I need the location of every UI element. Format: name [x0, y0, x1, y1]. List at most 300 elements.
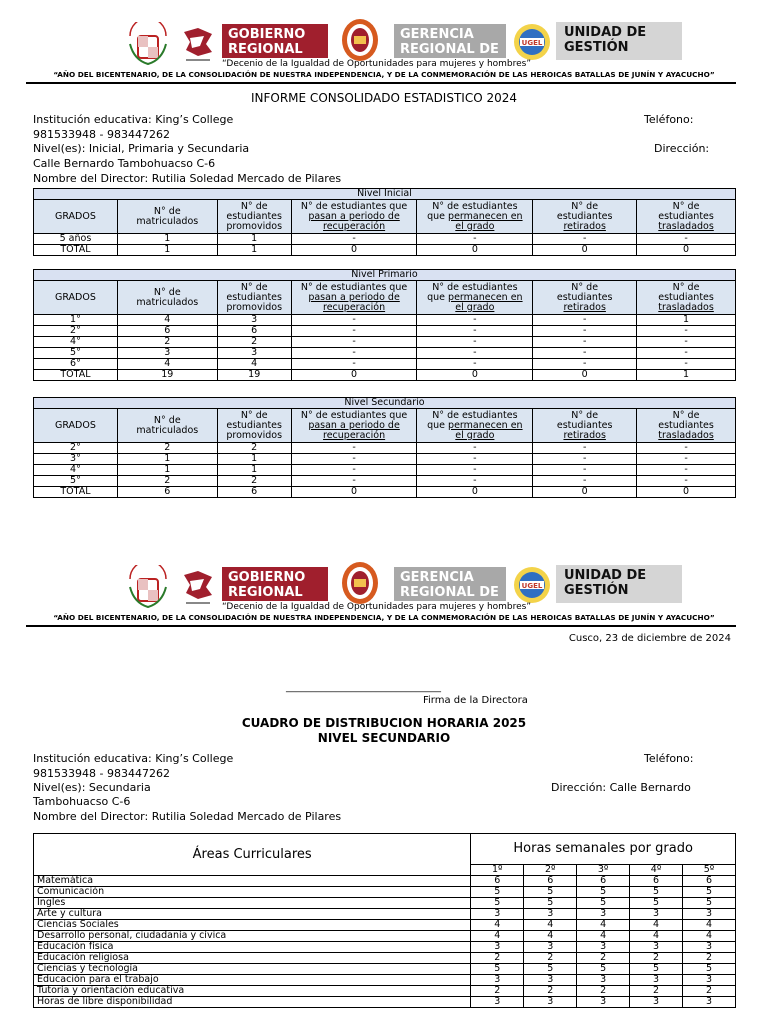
table-cell: 0 — [637, 487, 736, 498]
underlined-text: permanecen en — [448, 210, 523, 222]
table-cell: 0 — [417, 487, 533, 498]
table-cell: - — [637, 234, 736, 245]
header-line: estudiantes — [226, 419, 282, 431]
table-cell: 1 — [117, 465, 217, 476]
header-line: pasan a periodo de — [308, 210, 400, 222]
table-nivel-secundario — [33, 397, 736, 498]
table-row — [34, 465, 736, 476]
table-caption-row — [34, 398, 736, 409]
table-cell: - — [291, 465, 417, 476]
anio-text: “AÑO DEL BICENTENARIO, DE LA CONSOLIDACIÓN DE NUESTRA INDEPENDENCIA, Y DE LA CONMEMORACIÓN DE LAS HEROICAS BATALLAS DE JUNÍN Y AYACUCHO” — [53, 613, 715, 622]
table-cell: - — [637, 359, 736, 370]
decenio-text: “Decenio de la Igualdad de Oportunidades para mujeres y hombres” — [222, 59, 532, 69]
table-cell: 2° — [34, 326, 118, 337]
horas-cell: 6 — [683, 876, 736, 887]
horas-cell: 4 — [577, 920, 630, 931]
header-line: N° de estudiantes — [432, 281, 518, 293]
horas-cell: 3 — [630, 909, 683, 920]
horas-cell: 3 — [471, 909, 524, 920]
niveles-text-2: Nivel(es): Secundaria — [33, 781, 151, 794]
table-header-row — [34, 834, 736, 865]
header-retirados — [533, 200, 637, 234]
table-cell: 1 — [217, 454, 291, 465]
horas-cell: 3 — [524, 975, 577, 986]
horas-cell: 5 — [683, 964, 736, 975]
horas-cell: 5 — [630, 898, 683, 909]
header-line: pasan a periodo de — [308, 291, 400, 303]
table-caption: Nivel Primario — [34, 270, 736, 281]
horas-cell: 5 — [630, 964, 683, 975]
table-caption: Nivel Inicial — [34, 189, 736, 200]
header-grados: GRADOS — [34, 200, 118, 234]
table-cell: 0 — [533, 245, 637, 256]
ugel-text: UGEL — [521, 39, 543, 47]
horas-cell: 3 — [630, 975, 683, 986]
header-line: promovidos — [226, 220, 283, 232]
table-cell: - — [417, 326, 533, 337]
header-line: que permanecen en — [427, 419, 523, 431]
header-line: pasan a periodo de — [308, 419, 400, 431]
horas-cell: 3 — [683, 997, 736, 1008]
header-line: N° de estudiantes — [432, 200, 518, 212]
table-cell: 2 — [117, 443, 217, 454]
header-line: trasladados — [658, 301, 714, 313]
header-line: estudiantes — [658, 291, 714, 303]
header-line: N° de — [240, 409, 268, 421]
table-cell: 0 — [417, 370, 533, 381]
table-cell: 0 — [291, 245, 417, 256]
table-row — [34, 476, 736, 487]
table-cell: 1 — [117, 234, 217, 245]
table-cell: - — [291, 348, 417, 359]
horas-cell: 6 — [630, 876, 683, 887]
table-caption-row — [34, 189, 736, 200]
decenio-text: “Decenio de la Igualdad de Oportunidades para mujeres y hombres” — [222, 602, 532, 612]
header-permanecen — [417, 409, 533, 443]
table-cell: 2 — [217, 337, 291, 348]
table-row — [34, 986, 736, 997]
horas-cell: 3 — [471, 997, 524, 1008]
area-name: Ingles — [34, 898, 471, 909]
table-cell: 2 — [117, 476, 217, 487]
table-nivel-secundario-wrap — [33, 397, 736, 498]
header-permanecen — [417, 200, 533, 234]
table-cell: 1 — [217, 245, 291, 256]
table-nivel-inicial-wrap — [33, 188, 736, 256]
horas-cell: 5 — [577, 887, 630, 898]
header-line: el grado — [455, 429, 495, 441]
table-nivel-primario — [33, 269, 736, 381]
informe-title: INFORME CONSOLIDADO ESTADISTICO 2024 — [250, 91, 518, 105]
table-cell: 1 — [217, 234, 291, 245]
table-cell: TOTAL — [34, 245, 118, 256]
horas-cell: 3 — [524, 997, 577, 1008]
header-line: estudiantes — [556, 210, 613, 222]
direccion-label: Dirección: — [654, 142, 710, 155]
table-cell: 3 — [217, 348, 291, 359]
area-name: Horas de libre disponibilidad — [34, 997, 471, 1008]
header-grado: 2º — [524, 865, 577, 876]
table-cell: - — [417, 465, 533, 476]
horas-cell: 3 — [524, 909, 577, 920]
horas-cell: 3 — [630, 942, 683, 953]
table-header-row — [34, 200, 736, 234]
table-caption-row — [34, 270, 736, 281]
horas-cell: 2 — [683, 986, 736, 997]
horario-title — [0, 716, 768, 746]
table-cell: 4 — [217, 359, 291, 370]
horas-cell: 2 — [524, 986, 577, 997]
telefono-value: 981533948 - 983447262 — [33, 128, 170, 141]
table-row — [34, 942, 736, 953]
horas-cell: 2 — [577, 953, 630, 964]
horas-cell: 2 — [630, 953, 683, 964]
header-line: N° de — [571, 200, 599, 212]
table-cell: 2 — [217, 476, 291, 487]
header-recuperacion — [291, 200, 417, 234]
horas-cell: 3 — [683, 975, 736, 986]
table-cell: 4° — [34, 465, 118, 476]
table-cell: - — [291, 234, 417, 245]
table-row — [34, 326, 736, 337]
horas-cell: 5 — [524, 887, 577, 898]
horas-cell: 6 — [524, 876, 577, 887]
table-cell: 1 — [637, 315, 736, 326]
table-row — [34, 370, 736, 381]
unidad-gestion-box: UNIDAD DE GESTIÓN — [556, 565, 682, 603]
table-cell: - — [533, 337, 637, 348]
ugel-logo-icon — [512, 22, 552, 62]
ugel-text: UGEL — [521, 582, 543, 590]
telefono-label-2: Teléfono: — [644, 752, 694, 765]
institucion-text: Institución educativa: King’s College — [33, 113, 234, 126]
horas-cell: 5 — [683, 887, 736, 898]
table-cell: 6 — [217, 487, 291, 498]
institucion-text-2: Institución educativa: King’s College — [33, 752, 234, 765]
table-header-row — [34, 281, 736, 315]
table-row — [34, 245, 736, 256]
table-cell: - — [417, 337, 533, 348]
header-line: N° de estudiantes que — [300, 281, 408, 293]
header-line: retirados — [563, 429, 606, 441]
area-name: Arte y cultura — [34, 909, 471, 920]
horas-cell: 2 — [630, 986, 683, 997]
header-line: el grado — [455, 220, 495, 232]
area-name: Desarrollo personal, ciudadanía y cívica — [34, 931, 471, 942]
header-promovidos — [217, 409, 291, 443]
horas-cell: 6 — [471, 876, 524, 887]
table-row — [34, 337, 736, 348]
table-cell: - — [417, 315, 533, 326]
table-cell: 5 años — [34, 234, 118, 245]
table-cell: - — [637, 465, 736, 476]
header-line: estudiantes — [226, 291, 282, 303]
horas-cell: 2 — [577, 986, 630, 997]
anio-text: “AÑO DEL BICENTENARIO, DE LA CONSOLIDACIÓN DE NUESTRA INDEPENDENCIA, Y DE LA CONMEMORACIÓN DE LAS HEROICAS BATALLAS DE JUNÍN Y AYACUCHO” — [53, 70, 715, 79]
table-cell: 0 — [291, 370, 417, 381]
table-cell: TOTAL — [34, 370, 118, 381]
direccion-value: Calle Bernardo Tambohuacso C-6 — [33, 157, 216, 170]
table-row — [34, 975, 736, 986]
horas-cell: 4 — [630, 920, 683, 931]
horas-cell: 3 — [683, 909, 736, 920]
direccion-cont-2: Tambohuacso C-6 — [33, 795, 131, 808]
header-promovidos — [217, 200, 291, 234]
table-cell: 4 — [117, 315, 217, 326]
table-cell: 1 — [637, 370, 736, 381]
cusco-emblem-icon — [180, 26, 216, 66]
header-grado: 3º — [577, 865, 630, 876]
horas-cell: 4 — [630, 931, 683, 942]
horas-cell: 2 — [524, 953, 577, 964]
table-cell: 0 — [533, 487, 637, 498]
gobierno-regional-box: GOBIERNO REGIONAL — [222, 24, 328, 58]
table-row — [34, 234, 736, 245]
table-cell: 19 — [217, 370, 291, 381]
header-line: N° de — [571, 409, 599, 421]
header-line: N° de — [571, 281, 599, 293]
horas-cell: 5 — [524, 964, 577, 975]
header-line: estudiantes — [226, 210, 282, 222]
niveles-text: Nivel(es): Inicial, Primaria y Secundaria — [33, 142, 250, 155]
header-line: trasladados — [658, 220, 714, 232]
header-grados: GRADOS — [34, 409, 118, 443]
horas-cell: 2 — [471, 986, 524, 997]
horario-title-line1: CUADRO DE DISTRIBUCION HORARIA 2025 — [241, 716, 527, 730]
unidad-gestion-box: UNIDAD DE GESTIÓN — [556, 22, 682, 60]
table-row — [34, 443, 736, 454]
header-line: N° de — [672, 409, 700, 421]
table-cell: - — [637, 476, 736, 487]
header-line: N° de — [153, 286, 181, 298]
table-cell: - — [291, 476, 417, 487]
header-line: matriculados — [136, 215, 199, 227]
header-line: N° de estudiantes — [432, 409, 518, 421]
header-line: que permanecen en — [427, 210, 523, 222]
horas-cell: 5 — [577, 964, 630, 975]
header-line: N° de — [240, 281, 268, 293]
table-cell: - — [637, 326, 736, 337]
header-line: matriculados — [136, 424, 199, 436]
table-row — [34, 876, 736, 887]
table-cell: - — [291, 315, 417, 326]
table-cell: - — [533, 234, 637, 245]
table-row — [34, 348, 736, 359]
header-grado: 1º — [471, 865, 524, 876]
horas-cell: 4 — [471, 931, 524, 942]
table-row — [34, 920, 736, 931]
table-cell: 4 — [117, 359, 217, 370]
header-line: N° de estudiantes que — [300, 409, 408, 421]
telefono-label: Teléfono: — [644, 113, 694, 126]
horas-cell: 3 — [577, 942, 630, 953]
table-cell: - — [533, 326, 637, 337]
header-line: retirados — [563, 220, 606, 232]
horas-cell: 3 — [577, 975, 630, 986]
table-cell: 6° — [34, 359, 118, 370]
header-retirados — [533, 281, 637, 315]
underlined-text: permanecen en — [448, 419, 523, 431]
header-matriculados — [117, 200, 217, 234]
table-cell: - — [417, 234, 533, 245]
horas-cell: 5 — [577, 898, 630, 909]
header-promovidos — [217, 281, 291, 315]
table-row — [34, 359, 736, 370]
table-cell: - — [533, 348, 637, 359]
header-line: promovidos — [226, 301, 283, 313]
header-line: N° de — [153, 205, 181, 217]
horas-cell: 6 — [577, 876, 630, 887]
horas-cell: 3 — [471, 975, 524, 986]
header-line: promovidos — [226, 429, 283, 441]
horas-cell: 4 — [471, 920, 524, 931]
firma-label: Firma de la Directora — [423, 695, 528, 706]
horas-cell: 5 — [524, 898, 577, 909]
table-cell: 5° — [34, 476, 118, 487]
table-cell: - — [291, 443, 417, 454]
table-row — [34, 909, 736, 920]
table-nivel-primario-wrap — [33, 269, 736, 381]
area-name: Educación física — [34, 942, 471, 953]
table-cell: 1 — [117, 245, 217, 256]
header-line: el grado — [455, 301, 495, 313]
table-cell: 6 — [217, 326, 291, 337]
table-cell: TOTAL — [34, 487, 118, 498]
header-trasladados — [637, 409, 736, 443]
table-cell: - — [637, 454, 736, 465]
table-cell: - — [291, 337, 417, 348]
area-name: Ciencias y tecnología — [34, 964, 471, 975]
horas-cell: 3 — [577, 997, 630, 1008]
table-cell: - — [417, 348, 533, 359]
table-row — [34, 997, 736, 1008]
table-row — [34, 487, 736, 498]
header-line: N° de — [672, 281, 700, 293]
table-cell: - — [533, 359, 637, 370]
header-line: retirados — [563, 301, 606, 313]
horas-cell: 3 — [577, 909, 630, 920]
horas-cell: 3 — [471, 942, 524, 953]
header-line: recuperación — [323, 429, 386, 441]
gerencia-regional-box: GERENCIA REGIONAL DE — [394, 24, 506, 58]
horas-cell: 5 — [471, 898, 524, 909]
regional-seal-icon — [340, 18, 380, 62]
horas-cell: 4 — [524, 931, 577, 942]
area-name: Educación religiosa — [34, 953, 471, 964]
horas-cell: 3 — [524, 942, 577, 953]
table-cell: 0 — [637, 245, 736, 256]
table-cell: - — [533, 443, 637, 454]
horas-cell: 5 — [471, 964, 524, 975]
header-line: estudiantes — [658, 210, 714, 222]
gerencia-regional-box: GERENCIA REGIONAL DE — [394, 567, 506, 601]
horas-cell: 4 — [524, 920, 577, 931]
horas-cell: 2 — [471, 953, 524, 964]
header-line: matriculados — [136, 296, 199, 308]
table-cell: - — [291, 454, 417, 465]
table-horario-wrap — [33, 833, 736, 1008]
table-row — [34, 931, 736, 942]
header-grados: GRADOS — [34, 281, 118, 315]
director-text: Nombre del Director: Rutilia Soledad Mercado de Pilares — [33, 172, 342, 185]
cusco-emblem-icon — [180, 569, 216, 609]
table-caption: Nivel Secundario — [34, 398, 736, 409]
table-row — [34, 964, 736, 975]
telefono-value-2: 981533948 - 983447262 — [33, 767, 170, 780]
table-cell: 2 — [217, 443, 291, 454]
table-cell: - — [533, 476, 637, 487]
table-cell: 0 — [417, 245, 533, 256]
horas-cell: 4 — [683, 931, 736, 942]
table-cell: 1 — [217, 465, 291, 476]
horas-cell: 5 — [683, 898, 736, 909]
header-rule — [26, 625, 736, 627]
header-recuperacion — [291, 409, 417, 443]
table-cell: 3° — [34, 454, 118, 465]
table-cell: 6 — [117, 487, 217, 498]
header-line: trasladados — [658, 429, 714, 441]
horas-cell: 2 — [683, 953, 736, 964]
table-cell: - — [533, 465, 637, 476]
horas-cell: 4 — [683, 920, 736, 931]
table-cell: 0 — [291, 487, 417, 498]
table-row — [34, 898, 736, 909]
header-grado: 4º — [630, 865, 683, 876]
table-cell: - — [417, 359, 533, 370]
table-row — [34, 953, 736, 964]
ugel-logo-icon — [512, 565, 552, 605]
table-cell: 2 — [117, 337, 217, 348]
horario-title-line2: NIVEL SECUNDARIO — [317, 731, 451, 745]
table-cell: 2° — [34, 443, 118, 454]
table-row — [34, 887, 736, 898]
letterhead — [0, 18, 768, 78]
table-cell: - — [417, 476, 533, 487]
regional-seal-icon — [340, 561, 380, 605]
header-line: N° de — [240, 200, 268, 212]
table-cell: - — [533, 454, 637, 465]
table-cell: 3 — [117, 348, 217, 359]
letterhead-2 — [0, 561, 768, 621]
table-cell: - — [291, 326, 417, 337]
header-recuperacion — [291, 281, 417, 315]
header-line: que permanecen en — [427, 291, 523, 303]
header-grado: 5º — [683, 865, 736, 876]
table-cell: 1° — [34, 315, 118, 326]
header-trasladados — [637, 200, 736, 234]
header-line: recuperación — [323, 301, 386, 313]
underlined-text: permanecen en — [448, 291, 523, 303]
table-cell: 5° — [34, 348, 118, 359]
firma-line: _______________________________ — [286, 682, 441, 693]
gobierno-regional-box: GOBIERNO REGIONAL — [222, 567, 328, 601]
table-horario — [33, 833, 736, 1008]
table-header-row — [34, 409, 736, 443]
table-cell: 6 — [117, 326, 217, 337]
horas-cell: 4 — [577, 931, 630, 942]
horas-cell: 5 — [471, 887, 524, 898]
area-name: Comunicación — [34, 887, 471, 898]
direccion-text-2: Dirección: Calle Bernardo — [551, 781, 691, 794]
header-line: N° de — [672, 200, 700, 212]
header-retirados — [533, 409, 637, 443]
table-cell: 3 — [217, 315, 291, 326]
horas-cell: 5 — [630, 887, 683, 898]
table-cell: 1 — [117, 454, 217, 465]
table-nivel-inicial — [33, 188, 736, 256]
peru-coat-of-arms-icon — [124, 22, 172, 66]
horas-cell: 3 — [630, 997, 683, 1008]
